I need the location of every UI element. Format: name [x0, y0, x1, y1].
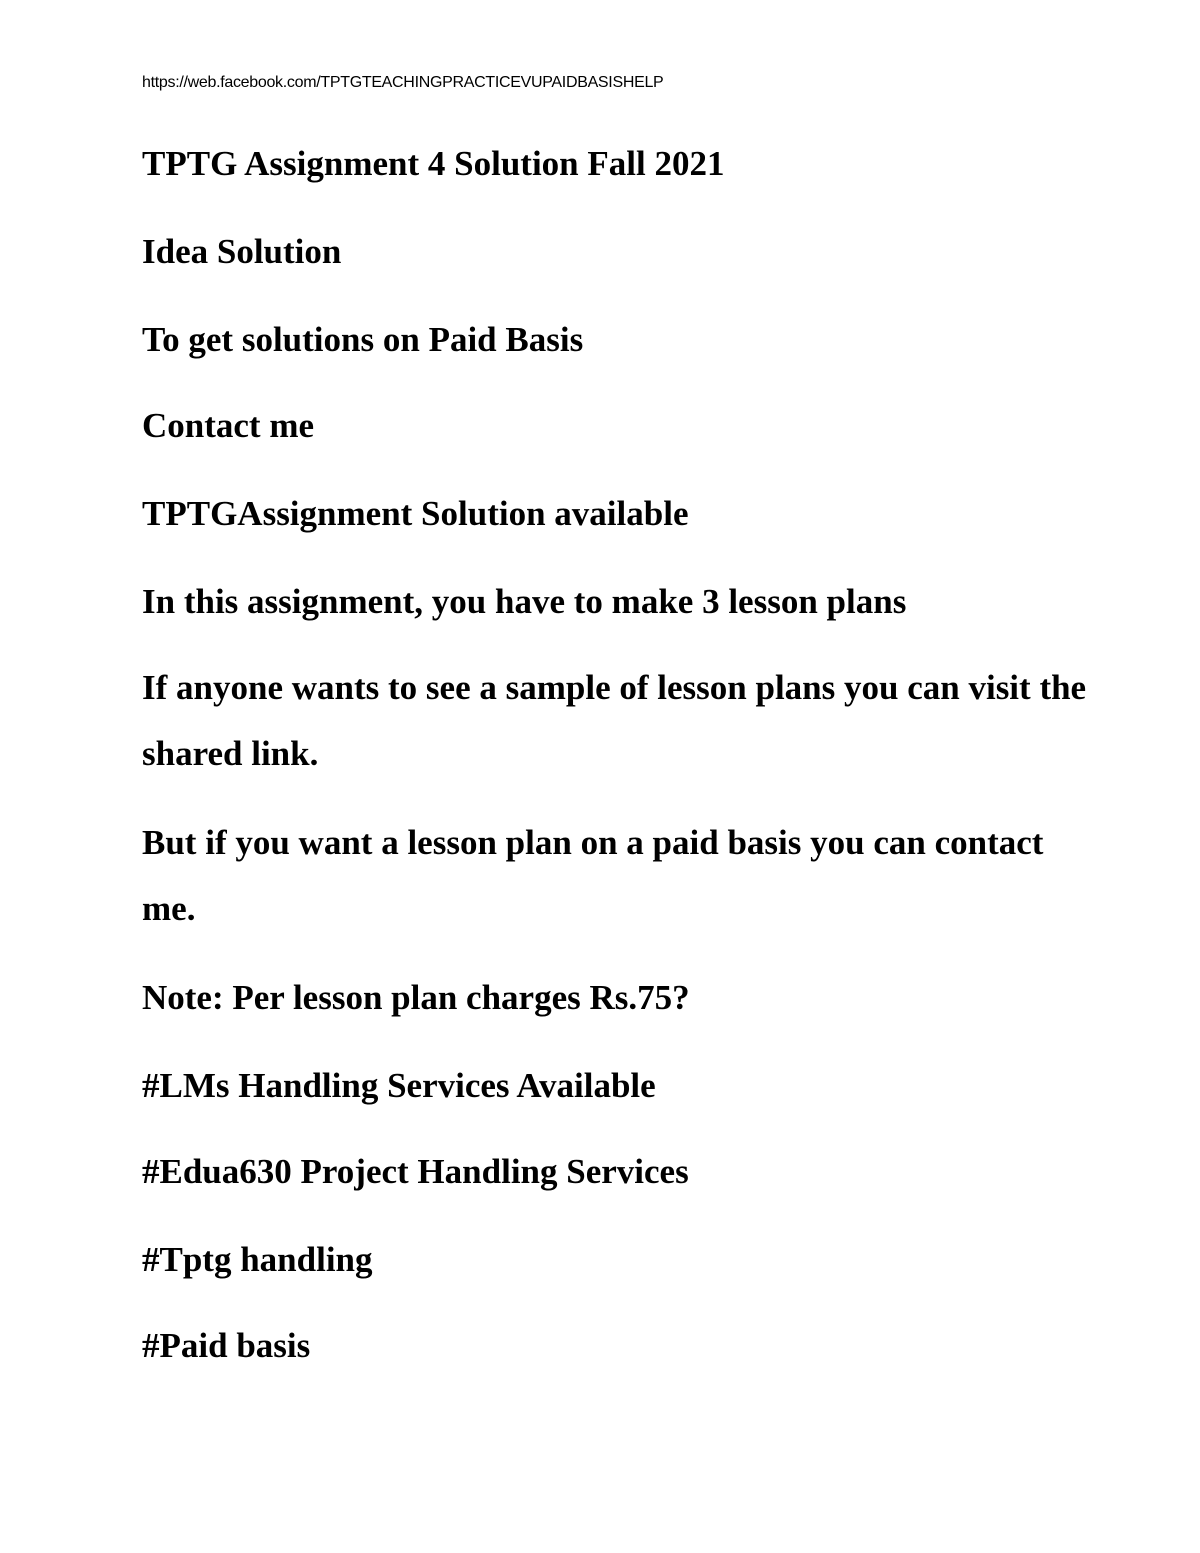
hashtag-lms: #LMs Handling Services Available — [142, 1066, 656, 1105]
line-availability: TPTGAssignment Solution available — [142, 494, 689, 533]
line-contact: Contact me — [142, 406, 315, 445]
paragraph-paid-lesson: But if you want a lesson plan on a paid basis you can contact me. — [142, 823, 1044, 928]
hashtag-paid-basis: #Paid basis — [142, 1326, 311, 1365]
line-paid-basis: To get solutions on Paid Basis — [142, 320, 584, 359]
line-idea-solution: Idea Solution — [142, 232, 342, 271]
paragraph-sample-link: If anyone wants to see a sample of lesson plans you can visit the shared link. — [142, 668, 1087, 773]
document-title: TPTG Assignment 4 Solution Fall 2021 — [142, 144, 725, 183]
hashtag-tptg: #Tptg handling — [142, 1240, 373, 1279]
line-assignment-task: In this assignment, you have to make 3 lesson plans — [142, 582, 907, 621]
hashtag-edua630: #Edua630 Project Handling Services — [142, 1152, 689, 1191]
line-charges-note: Note: Per lesson plan charges Rs.75? — [142, 978, 690, 1017]
header-url: https://web.facebook.com/TPTGTEACHINGPRACTICEVUPAIDBASISHELP — [142, 74, 664, 91]
